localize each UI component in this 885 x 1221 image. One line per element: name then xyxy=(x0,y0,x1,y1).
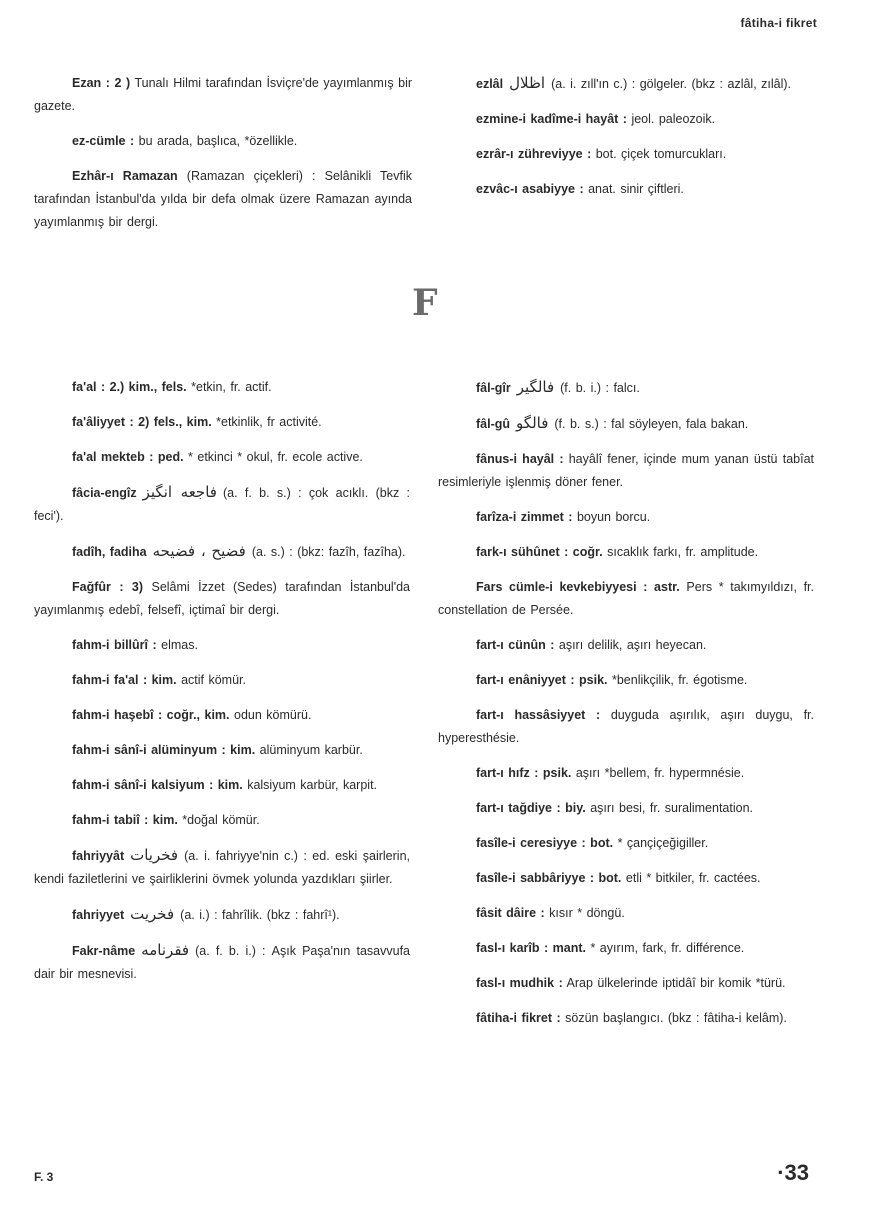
dictionary-entry xyxy=(438,506,814,529)
entry-definition: (a. s.) : (bkz: fazîh, fazîha). xyxy=(251,545,406,559)
entry-definition: (f. b. s.) : fal söyleyen, fala bakan. xyxy=(554,417,749,431)
entry-headword: Ezan : 2 ) xyxy=(72,76,131,90)
page-number: ·33 xyxy=(777,1160,809,1185)
entry-headword: fahm-i fa'al : kim. xyxy=(72,673,177,687)
entry-arabic-script: فخریات xyxy=(130,846,179,864)
dictionary-entry xyxy=(34,704,410,727)
entry-headword: fâl-gîr xyxy=(476,381,511,395)
entry-definition: bu arada, başlıca, *özellikle. xyxy=(134,134,298,148)
entry-headword: fahriyyât xyxy=(72,849,125,863)
entry-definition: *benlikçilik, fr. égotisme. xyxy=(607,673,748,687)
entry-arabic-script: فاجعه انگیز xyxy=(142,483,217,501)
entry-definition: boyun borcu. xyxy=(572,510,651,524)
dictionary-entry xyxy=(34,72,412,118)
entry-definition: bot. çiçek tomurcukları. xyxy=(591,147,727,161)
dictionary-entry xyxy=(34,939,410,986)
dictionary-entry xyxy=(438,576,814,622)
right-column xyxy=(438,376,814,1042)
dictionary-entry xyxy=(34,540,410,564)
dictionary-entry xyxy=(438,634,814,657)
dictionary-entry xyxy=(34,130,412,153)
entry-headword: fark-ı sühûnet : coğr. xyxy=(476,545,603,559)
entry-definition: anat. sinir çiftleri. xyxy=(583,182,684,196)
dictionary-entry xyxy=(438,178,814,201)
dictionary-entry xyxy=(438,704,814,750)
section-letter: F xyxy=(412,282,438,324)
entry-headword: fasîle-i ceresiyye : bot. xyxy=(476,836,614,850)
top-right-column xyxy=(438,72,814,213)
entry-headword: fa'al mekteb : ped. xyxy=(72,450,184,464)
entry-arabic-script: فخریت xyxy=(130,905,175,923)
entry-arabic-script: فقرنامه xyxy=(141,941,190,959)
dictionary-entry xyxy=(34,576,410,622)
entry-definition: kalsiyum karbür, karpit. xyxy=(242,778,378,792)
dictionary-entry xyxy=(438,1007,814,1030)
entry-arabic-script: اظلال xyxy=(509,74,546,92)
entry-headword: fânus-i hayâl : xyxy=(476,452,564,466)
dictionary-entry xyxy=(34,844,410,891)
entry-headword: fâsit dâire : xyxy=(476,906,545,920)
entry-arabic-script: فضیح ، فضیحه xyxy=(152,542,246,560)
dictionary-entry xyxy=(34,481,410,528)
entry-headword: fâl-gû xyxy=(476,417,511,431)
entry-definition: aşırı delilik, aşırı heyecan. xyxy=(554,638,707,652)
dictionary-entry xyxy=(438,937,814,960)
entry-headword: Fars cümle-i kevkebiyyesi : astr. xyxy=(476,580,680,594)
entry-definition: * etkinci * okul, fr. ecole active. xyxy=(183,450,363,464)
entry-definition: sözün başlangıcı. (bkz : fâtiha-i kelâm). xyxy=(560,1011,787,1025)
entry-headword: fart-ı enâniyyet : psik. xyxy=(476,673,608,687)
dictionary-entry xyxy=(438,143,814,166)
entry-headword: fahm-i sânî-i alüminyum : kim. xyxy=(72,743,256,757)
entry-definition: Tunalı Hilmi tarafından İsviçre'de yayımlanmış bir gazete. xyxy=(34,76,413,113)
entry-definition: sıcaklık farkı, fr. amplitude. xyxy=(602,545,759,559)
entry-headword: fart-ı hıfz : psik. xyxy=(476,766,572,780)
entry-headword: ezrâr-ı zühreviyye : xyxy=(476,147,592,161)
dictionary-entry xyxy=(438,867,814,890)
entry-headword: fasîle-i sabbâriyye : bot. xyxy=(476,871,622,885)
entry-headword: Ezhâr-ı Ramazan xyxy=(72,169,178,183)
entry-headword: fahm-i haşebî : coğr., kim. xyxy=(72,708,230,722)
dictionary-entry xyxy=(438,541,814,564)
entry-definition: odun kömürü. xyxy=(229,708,312,722)
dictionary-entry xyxy=(34,669,410,692)
entry-headword: fadîh, fadiha xyxy=(72,545,147,559)
entry-headword: ezmine-i kadîme-i hayât : xyxy=(476,112,627,126)
entry-definition: (a. f. b. i.) : Aşık Paşa'nın tasavvufa dair bir mesnevisi. xyxy=(34,944,410,981)
dictionary-entry xyxy=(34,809,410,832)
entry-headword: farîza-i zimmet : xyxy=(476,510,573,524)
dictionary-entry xyxy=(438,832,814,855)
dictionary-entry xyxy=(34,411,410,434)
dictionary-entry xyxy=(34,903,410,927)
entry-headword: fasl-ı karîb : mant. xyxy=(476,941,586,955)
entry-definition: elmas. xyxy=(156,638,198,652)
entry-headword: fart-ı tağdiye : biy. xyxy=(476,801,586,815)
entry-definition: alüminyum karbür. xyxy=(255,743,363,757)
entry-definition: aşırı besi, fr. suralimentation. xyxy=(585,801,753,815)
entry-headword: fart-ı cünûn : xyxy=(476,638,555,652)
dictionary-entry xyxy=(34,446,410,469)
dictionary-entry xyxy=(438,72,814,96)
entry-definition: jeol. paleozoik. xyxy=(626,112,716,126)
entry-definition: (Ramazan çiçekleri) : Selânikli Tevfik tarafından İstanbul'da yılda bir defa olmak üzere Ramazan ayında yayımlanmış bir dergi. xyxy=(34,169,413,229)
entry-headword: Fağfûr : 3) xyxy=(72,580,144,594)
dictionary-entry xyxy=(34,739,410,762)
dictionary-entry xyxy=(438,669,814,692)
entry-headword: fa'âliyyet : 2) fels., kim. xyxy=(72,415,212,429)
dictionary-entry xyxy=(438,108,814,131)
dictionary-entry xyxy=(34,634,410,657)
entry-arabic-script: فالگیر xyxy=(516,378,555,396)
entry-arabic-script: فالگو xyxy=(516,414,549,432)
top-left-column xyxy=(34,72,412,246)
entry-definition: Pers * takımyıldızı, fr. constellation de Persée. xyxy=(438,580,814,617)
left-column xyxy=(34,376,410,998)
dictionary-entry xyxy=(438,376,814,400)
entry-definition: *doğal kömür. xyxy=(177,813,260,827)
entry-definition: *etkin, fr. actif. xyxy=(186,380,272,394)
dictionary-entry xyxy=(438,412,814,436)
entry-definition: *etkinlik, fr activité. xyxy=(211,415,322,429)
dictionary-entry xyxy=(34,165,412,234)
dictionary-entry xyxy=(438,448,814,494)
entry-definition: (a. i. zıll'ın c.) : gölgeler. (bkz : azlâl, zılâl). xyxy=(551,77,792,91)
entry-headword: Fakr-nâme xyxy=(72,944,136,958)
entry-headword: fâtiha-i fikret : xyxy=(476,1011,561,1025)
entry-headword: fa'al : 2.) kim., fels. xyxy=(72,380,187,394)
entry-definition: kısır * döngü. xyxy=(544,906,625,920)
entry-definition: etli * bitkiler, fr. cactées. xyxy=(621,871,761,885)
entry-headword: ez-cümle : xyxy=(72,134,135,148)
entry-headword: ezlâl xyxy=(476,77,504,91)
entry-definition: hayâlî fener, içinde mum yanan üstü tabîat resimleriyle işlenmiş döner fener. xyxy=(438,452,814,489)
entry-definition: Selâmi İzzet (Sedes) tarafından İstanbul'da yayımlanmış edebî, felsefî, içtimaî bir dergi. xyxy=(34,580,410,617)
signature-mark: F. 3 xyxy=(34,1170,54,1184)
dictionary-entry xyxy=(34,774,410,797)
entry-definition: (a. i.) : fahrîlik. (bkz : fahrî¹). xyxy=(180,908,340,922)
entry-headword: fasl-ı mudhik : xyxy=(476,976,563,990)
running-header: fâtiha-i fikret xyxy=(740,16,817,30)
dictionary-entry xyxy=(438,797,814,820)
entry-definition: * çançiçeğigiller. xyxy=(613,836,709,850)
dictionary-entry xyxy=(438,762,814,785)
entry-definition: Arap ülkelerinde iptidâî bir komik *türü. xyxy=(562,976,786,990)
dictionary-entry xyxy=(438,972,814,995)
entry-headword: fahriyyet xyxy=(72,908,125,922)
entry-headword: fâcia-engîz xyxy=(72,486,137,500)
entry-definition: aşırı *bellem, fr. hypermnésie. xyxy=(571,766,745,780)
entry-definition: actif kömür. xyxy=(176,673,246,687)
entry-headword: fart-ı hassâsiyyet : xyxy=(476,708,601,722)
entry-definition: duyguda aşırılık, aşırı duygu, fr. hyperesthésie. xyxy=(438,708,814,745)
dictionary-entry xyxy=(34,376,410,399)
entry-definition: (a. i. fahriyye'nin c.) : ed. eski şairlerin, kendi faziletlerini ve şairliklerini övmek yolunda yazdıkları şiirler. xyxy=(34,849,410,886)
entry-headword: fahm-i sânî-i kalsiyum : kim. xyxy=(72,778,243,792)
entry-headword: fahm-i tabiî : kim. xyxy=(72,813,178,827)
entry-headword: fahm-i billûrî : xyxy=(72,638,157,652)
entry-headword: ezvâc-ı asabiyye : xyxy=(476,182,584,196)
entry-definition: (f. b. i.) : falcı. xyxy=(560,381,640,395)
dictionary-entry xyxy=(438,902,814,925)
entry-definition: (a. f. b. s.) : çok acıklı. (bkz : feci'). xyxy=(34,486,410,523)
entry-definition: * ayırım, fark, fr. différence. xyxy=(585,941,745,955)
